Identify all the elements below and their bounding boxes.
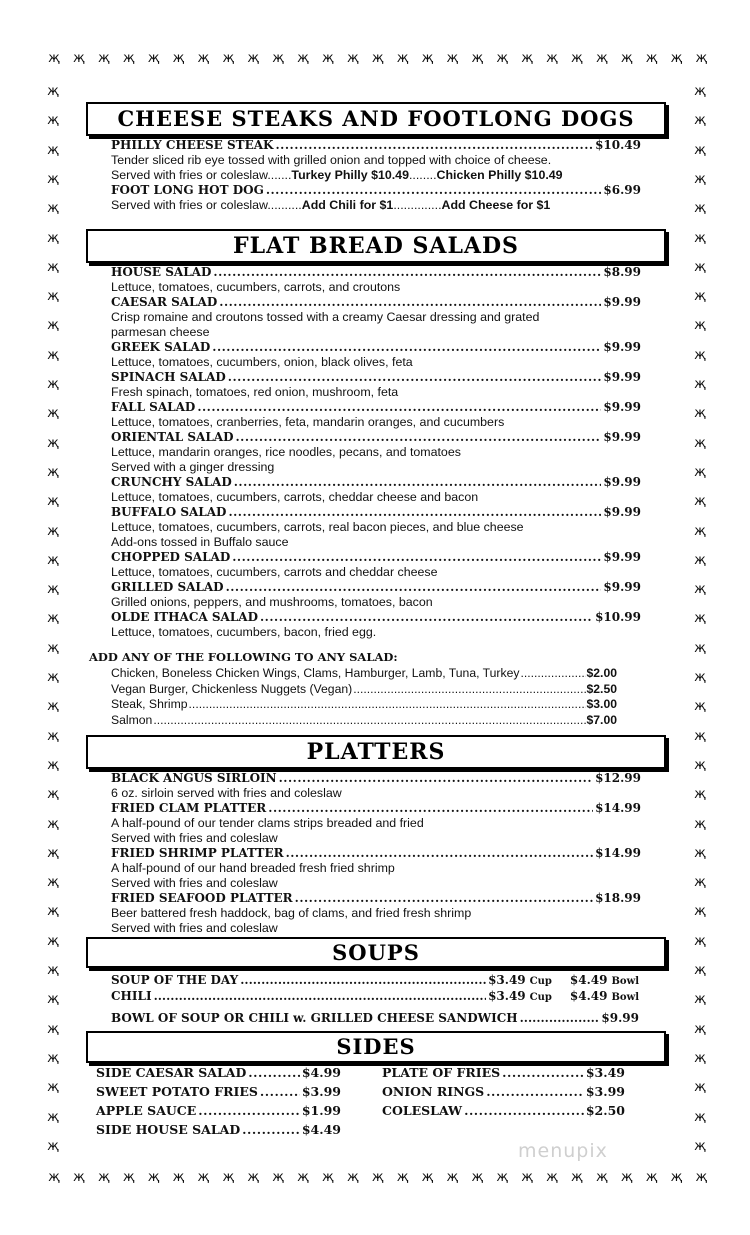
leaf-sprout-icon: җ <box>322 1170 334 1185</box>
leaf-sprout-icon: җ <box>694 142 706 158</box>
item-price: $4.49 <box>301 1122 341 1137</box>
leaf-sprout-icon: җ <box>147 1170 160 1185</box>
leaf-sprout-icon: җ <box>694 347 706 363</box>
section-header-platters <box>86 735 666 769</box>
leaf-sprout-icon: җ <box>645 51 658 66</box>
item-description: Lettuce, tomatoes, cranberries, feta, mandarin oranges, and cucumbers <box>111 415 505 429</box>
leaf-sprout-icon: җ <box>670 51 683 66</box>
leaf-sprout-icon: җ <box>47 259 59 275</box>
item-description: Add-ons tossed in Buffalo sauce <box>111 535 289 549</box>
leaf-sprout-icon: җ <box>645 1170 658 1185</box>
item-name: BUFFALO SALAD <box>111 505 227 519</box>
leaf-sprout-icon: җ <box>73 1170 85 1185</box>
item-price: $3.99 <box>301 1084 341 1099</box>
item-description: Crisp romaine and croutons tossed with a creamy Caesar dressing and grated <box>111 310 540 324</box>
leaf-sprout-icon: җ <box>620 51 633 66</box>
menu-item <box>382 1101 625 1120</box>
item-price: $3.49 <box>585 1065 625 1080</box>
leaf-sprout-icon: җ <box>521 1170 533 1185</box>
item-name: APPLE SAUCE <box>96 1103 197 1118</box>
leaf-sprout-icon: җ <box>694 201 706 217</box>
item-description: Lettuce, tomatoes, cucumbers, carrots, cheddar cheese and bacon <box>111 490 479 504</box>
menu-item <box>111 846 641 861</box>
leaf-sprout-icon: җ <box>694 84 706 99</box>
leaf-sprout-icon: җ <box>496 1170 509 1185</box>
leaf-sprout-icon: җ <box>694 757 706 773</box>
item-description: A half-pound of our tender clams strips breaded and fried <box>111 816 424 830</box>
leaf-sprout-icon: җ <box>122 1170 135 1185</box>
leaf-sprout-icon: җ <box>571 1170 583 1185</box>
item-price: $2.50 <box>585 1103 625 1118</box>
item-name: PHILLY CHEESE STEAK <box>111 138 274 152</box>
menu-item <box>111 400 641 415</box>
menu-item <box>111 1010 639 1026</box>
item-name: OLDE ITHACA SALAD <box>111 610 258 624</box>
leaf-sprout-icon: җ <box>47 728 59 744</box>
item-price: $9.99 <box>603 340 641 354</box>
leaf-sprout-icon: җ <box>694 640 706 656</box>
item-description: Served with fries and coleslaw <box>111 831 278 845</box>
bowl-price: $4.49 <box>569 989 608 1003</box>
leaf-sprout-icon: җ <box>694 377 706 392</box>
leaf-sprout-icon: җ <box>396 1170 409 1185</box>
item-name: BOWL OF SOUP OR CHILI w. GRILLED CHEESE SANDWICH <box>111 1011 518 1025</box>
leaf-sprout-icon: җ <box>694 318 706 334</box>
item-description: Served with fries or coleslaw..........Add Chili for $1..............Add Cheese for $1 <box>111 198 551 212</box>
leaf-sprout-icon: җ <box>346 51 359 66</box>
leaf-sprout-icon: җ <box>47 406 59 422</box>
section-title: SIDES <box>336 1034 416 1059</box>
leaf-sprout-icon: җ <box>446 1170 459 1185</box>
leaf-sprout-icon: җ <box>297 51 309 66</box>
section-title: CHEESE STEAKS AND FOOTLONG DOGS <box>117 106 635 131</box>
watermark: menupix <box>518 1140 608 1162</box>
item-description: Grilled onions, peppers, and mushrooms, tomatoes, bacon <box>111 595 433 609</box>
leaf-sprout-icon: җ <box>272 51 284 66</box>
leaf-sprout-icon: җ <box>47 963 59 978</box>
leaf-sprout-icon: җ <box>471 1170 484 1185</box>
leaf-sprout-icon: җ <box>47 1050 59 1066</box>
item-price: $9.99 <box>603 580 641 594</box>
leaf-sprout-icon: җ <box>694 171 706 187</box>
menu-item <box>111 430 641 445</box>
menu-item <box>111 801 641 816</box>
leaf-sprout-icon: җ <box>694 259 706 275</box>
leaf-sprout-icon: җ <box>147 51 160 66</box>
leaf-sprout-icon: җ <box>272 1170 284 1185</box>
menu-item: CHILI ..... $3.49 Cup $4.49 Bowl <box>111 988 639 1004</box>
leaf-sprout-icon: җ <box>222 1170 235 1185</box>
leaf-sprout-icon: җ <box>47 377 59 392</box>
cup-price: $3.49 <box>488 989 526 1003</box>
leaf-sprout-icon: җ <box>371 1170 384 1185</box>
leaf-sprout-icon: җ <box>694 699 706 715</box>
leaf-sprout-icon: җ <box>694 1080 706 1096</box>
item-name: Steak, Shrimp <box>111 697 188 711</box>
item-name: SIDE CAESAR SALAD <box>96 1065 247 1080</box>
leaf-sprout-icon: җ <box>47 523 59 539</box>
leaf-sprout-icon: җ <box>247 51 260 66</box>
leaf-sprout-icon: җ <box>47 435 59 451</box>
leaf-sprout-icon: җ <box>694 728 706 744</box>
leaf-sprout-icon: җ <box>47 816 59 832</box>
platter-list <box>111 771 641 936</box>
menu-item <box>111 697 617 713</box>
cheesesteak-list <box>111 138 641 213</box>
item-price: $2.50 <box>586 681 617 696</box>
leaf-sprout-icon: җ <box>521 51 533 66</box>
item-name: FRIED SEAFOOD PLATTER <box>111 891 293 905</box>
item-description: Lettuce, tomatoes, cucumbers, carrots, and croutons <box>111 280 401 294</box>
item-price: $9.99 <box>603 400 641 414</box>
addon-list <box>111 666 617 728</box>
menu-item: SOUP OF THE DAY ..... $3.49 Cup $4.49 Bowl <box>111 972 639 988</box>
section-title: PLATTERS <box>306 739 446 765</box>
menu-item <box>382 1063 625 1082</box>
leaf-sprout-icon: җ <box>695 1170 708 1185</box>
leaf-sprout-icon: җ <box>73 51 85 66</box>
leaf-sprout-icon: җ <box>47 1021 59 1037</box>
leaf-sprout-icon: җ <box>47 992 59 1008</box>
leaf-sprout-icon: җ <box>620 1170 633 1185</box>
item-description: Served with fries and coleslaw <box>111 921 278 935</box>
item-name: CAESAR SALAD <box>111 295 218 309</box>
item-name: PLATE OF FRIES <box>382 1065 501 1080</box>
leaf-sprout-icon: җ <box>694 1050 706 1066</box>
leaf-sprout-icon: җ <box>322 51 334 66</box>
menu-item <box>96 1101 341 1120</box>
menu-item <box>382 1082 625 1101</box>
leaf-sprout-icon: җ <box>694 963 706 978</box>
leaf-sprout-icon: җ <box>122 51 135 66</box>
leaf-sprout-icon: җ <box>47 845 59 861</box>
leaf-sprout-icon: җ <box>97 51 110 66</box>
item-name: SIDE HOUSE SALAD <box>96 1122 241 1137</box>
leaf-sprout-icon: җ <box>48 51 60 66</box>
leaf-sprout-icon: җ <box>47 84 59 99</box>
item-name: CHILI <box>111 989 152 1003</box>
leaf-sprout-icon: җ <box>48 1170 60 1185</box>
leaf-sprout-icon: җ <box>694 552 706 568</box>
menu-item <box>96 1082 341 1101</box>
leaf-sprout-icon: җ <box>47 1109 59 1125</box>
item-name: CRUNCHY SALAD <box>111 475 232 489</box>
leaf-sprout-icon: җ <box>172 51 185 66</box>
item-price: $4.99 <box>301 1065 341 1080</box>
leaf-sprout-icon: җ <box>97 1170 110 1185</box>
menu-item <box>111 610 641 625</box>
item-price: $1.99 <box>301 1103 341 1118</box>
menu-item <box>111 550 641 565</box>
item-price: $10.99 <box>595 610 641 624</box>
leaf-sprout-icon: җ <box>546 1170 558 1185</box>
leaf-sprout-icon: җ <box>47 113 59 129</box>
leaf-sprout-icon: җ <box>571 51 583 66</box>
menu-item <box>111 505 641 520</box>
item-price: $3.99 <box>585 1084 625 1099</box>
item-price: $9.99 <box>603 475 641 489</box>
salad-list <box>111 265 641 640</box>
item-price: $6.99 <box>603 183 641 197</box>
item-price: $9.99 <box>603 550 641 564</box>
item-description: Lettuce, tomatoes, cucumbers, carrots and cheddar cheese <box>111 565 438 579</box>
leaf-sprout-icon: җ <box>47 347 59 363</box>
item-price: $12.99 <box>595 771 641 785</box>
menu-item <box>111 713 617 729</box>
section-title: FLAT BREAD SALADS <box>233 233 519 259</box>
menu-item <box>111 891 641 906</box>
item-price: $2.00 <box>586 666 617 680</box>
item-name: SPINACH SALAD <box>111 370 226 384</box>
leaf-sprout-icon: җ <box>595 51 608 66</box>
leaf-sprout-icon: җ <box>694 787 706 803</box>
section-header-cheesesteaks <box>86 102 666 136</box>
leaf-sprout-icon: җ <box>47 875 59 891</box>
leaf-sprout-icon: җ <box>47 201 59 217</box>
leaf-sprout-icon: җ <box>694 933 706 949</box>
leaf-sprout-icon: җ <box>222 51 235 66</box>
bowl-price: $4.49 <box>569 973 608 987</box>
leaf-sprout-icon: җ <box>694 582 706 598</box>
leaf-sprout-icon: җ <box>694 845 706 861</box>
leaf-sprout-icon: җ <box>47 552 59 568</box>
leaf-sprout-icon: җ <box>47 289 59 305</box>
leaf-sprout-icon: җ <box>197 1170 210 1185</box>
item-price: $18.99 <box>595 891 641 905</box>
item-price: $8.99 <box>603 265 641 279</box>
item-name: Vegan Burger, Chickenless Nuggets (Vegan) <box>111 681 353 696</box>
sides-left-column <box>96 1063 341 1139</box>
item-price: $14.99 <box>595 801 641 815</box>
leaf-sprout-icon: җ <box>47 670 59 685</box>
leaf-sprout-icon: җ <box>47 787 59 803</box>
leaf-sprout-icon: җ <box>694 1021 706 1037</box>
leaf-sprout-icon: җ <box>694 816 706 832</box>
leaf-sprout-icon: җ <box>346 1170 359 1185</box>
item-price: $14.99 <box>595 846 641 860</box>
leaf-sprout-icon: җ <box>670 1170 683 1185</box>
leaf-sprout-icon: җ <box>47 1138 59 1154</box>
item-name: SWEET POTATO FRIES <box>96 1084 258 1099</box>
leaf-sprout-icon: җ <box>371 51 384 66</box>
item-description: Lettuce, mandarin oranges, rice noodles, pecans, and tomatoes <box>111 445 461 459</box>
item-name: SOUP OF THE DAY <box>111 973 239 987</box>
menu-item <box>111 771 641 786</box>
leaf-sprout-icon: җ <box>446 51 459 66</box>
menu-item <box>111 682 617 698</box>
leaf-sprout-icon: җ <box>694 1109 706 1125</box>
item-price: $3.00 <box>586 697 617 711</box>
leaf-sprout-icon: җ <box>694 289 706 305</box>
item-description: Lettuce, tomatoes, cucumbers, onion, black olives, feta <box>111 355 413 369</box>
leaf-sprout-icon: җ <box>47 494 59 510</box>
leaf-sprout-icon: җ <box>694 494 706 510</box>
cup-price: $3.49 <box>488 973 526 987</box>
leaf-sprout-icon: җ <box>47 171 59 187</box>
item-price: $9.99 <box>603 370 641 384</box>
item-description: Served with fries or coleslaw.......Turkey Philly $10.49........Chicken Philly $10.49 <box>111 168 563 182</box>
item-description: parmesan cheese <box>111 325 210 339</box>
item-name: GRILLED SALAD <box>111 580 224 594</box>
leaf-sprout-icon: җ <box>694 670 706 685</box>
item-price: $9.99 <box>603 295 641 309</box>
leaf-sprout-icon: җ <box>694 406 706 422</box>
leaf-sprout-icon: җ <box>694 875 706 891</box>
item-description: Lettuce, tomatoes, cucumbers, bacon, fried egg. <box>111 625 377 639</box>
item-price: $9.99 <box>601 1011 639 1025</box>
leaf-sprout-icon: җ <box>421 1170 434 1185</box>
menu-item <box>111 138 641 153</box>
sides-right-column <box>382 1063 625 1120</box>
section-title: SOUPS <box>332 940 420 965</box>
leaf-sprout-icon: җ <box>172 1170 185 1185</box>
item-description: Tender sliced rib eye tossed with grilled onion and topped with choice of cheese. <box>111 153 552 167</box>
item-name: ORIENTAL SALAD <box>111 430 234 444</box>
item-name: FRIED CLAM PLATTER <box>111 801 267 815</box>
leaf-sprout-icon: җ <box>47 933 59 949</box>
leaf-sprout-icon: җ <box>695 51 708 66</box>
menu-item <box>111 580 641 595</box>
leaf-sprout-icon: җ <box>396 51 409 66</box>
menu-item <box>96 1063 341 1082</box>
leaf-sprout-icon: җ <box>694 230 706 246</box>
leaf-sprout-icon: җ <box>47 464 59 480</box>
menu-item <box>111 666 617 682</box>
menu-item <box>111 340 641 355</box>
item-price: $9.99 <box>603 430 641 444</box>
item-name: FRIED SHRIMP PLATTER <box>111 846 284 860</box>
leaf-sprout-icon: җ <box>297 1170 309 1185</box>
item-description: Served with a ginger dressing <box>111 460 275 474</box>
leaf-sprout-icon: җ <box>694 1138 706 1154</box>
leaf-sprout-icon: җ <box>47 640 59 656</box>
item-description: Lettuce, tomatoes, cucumbers, carrots, real bacon pieces, and blue cheese <box>111 520 524 534</box>
item-name: HOUSE SALAD <box>111 265 212 279</box>
item-description: A half-pound of our hand breaded fresh fried shrimp <box>111 861 395 875</box>
leaf-sprout-icon: җ <box>694 464 706 480</box>
leaf-sprout-icon: җ <box>595 1170 608 1185</box>
soup-list <box>111 972 639 1026</box>
menu-item <box>111 183 641 198</box>
section-header-sides <box>86 1031 666 1063</box>
menu-item <box>111 370 641 385</box>
menu-item <box>111 295 641 310</box>
item-name: CHOPPED SALAD <box>111 550 231 564</box>
section-header-salads <box>86 229 666 263</box>
item-name: FALL SALAD <box>111 400 196 414</box>
leaf-sprout-icon: җ <box>694 523 706 539</box>
item-name: Salmon <box>111 712 153 727</box>
leaf-sprout-icon: җ <box>247 1170 260 1185</box>
item-name: BLACK ANGUS SIRLOIN <box>111 771 277 785</box>
item-name: FOOT LONG HOT DOG <box>111 183 264 197</box>
addon-title: ADD ANY OF THE FOLLOWING TO ANY SALAD: <box>89 650 398 664</box>
menu-item <box>111 475 641 490</box>
leaf-sprout-icon: җ <box>47 699 59 715</box>
item-price: $7.00 <box>586 712 617 727</box>
item-name: GREEK SALAD <box>111 340 211 354</box>
leaf-sprout-icon: җ <box>47 582 59 598</box>
leaf-sprout-icon: җ <box>694 435 706 451</box>
leaf-sprout-icon: җ <box>694 611 706 627</box>
item-description: 6 oz. sirloin served with fries and coleslaw <box>111 786 342 800</box>
item-description: Beer battered fresh haddock, bag of clams, and fried fresh shrimp <box>111 906 472 920</box>
leaf-sprout-icon: җ <box>694 904 706 920</box>
leaf-sprout-icon: җ <box>694 113 706 129</box>
menu-item <box>96 1120 341 1139</box>
leaf-sprout-icon: җ <box>197 51 210 66</box>
item-price: $10.49 <box>595 138 641 152</box>
leaf-sprout-icon: җ <box>47 757 59 773</box>
leaf-sprout-icon: җ <box>471 51 484 66</box>
leaf-sprout-icon: җ <box>496 51 509 66</box>
menu-item <box>111 265 641 280</box>
item-name: ONION RINGS <box>382 1084 485 1099</box>
item-name: Chicken, Boneless Chicken Wings, Clams, Hamburger, Lamb, Tuna, Turkey <box>111 666 520 680</box>
item-description: Fresh spinach, tomatoes, red onion, mushroom, feta <box>111 385 399 399</box>
section-header-soups <box>86 937 666 968</box>
leaf-sprout-icon: җ <box>47 230 59 246</box>
item-price: $9.99 <box>603 505 641 519</box>
leaf-sprout-icon: җ <box>47 142 59 158</box>
leaf-sprout-icon: җ <box>421 51 434 66</box>
leaf-sprout-icon: җ <box>47 904 59 920</box>
leaf-sprout-icon: җ <box>47 1080 59 1096</box>
leaf-sprout-icon: җ <box>694 992 706 1008</box>
leaf-sprout-icon: җ <box>47 611 59 627</box>
leaf-sprout-icon: җ <box>47 318 59 334</box>
leaf-sprout-icon: җ <box>546 51 558 66</box>
item-name: COLESLAW <box>382 1103 463 1118</box>
item-description: Served with fries and coleslaw <box>111 876 278 890</box>
